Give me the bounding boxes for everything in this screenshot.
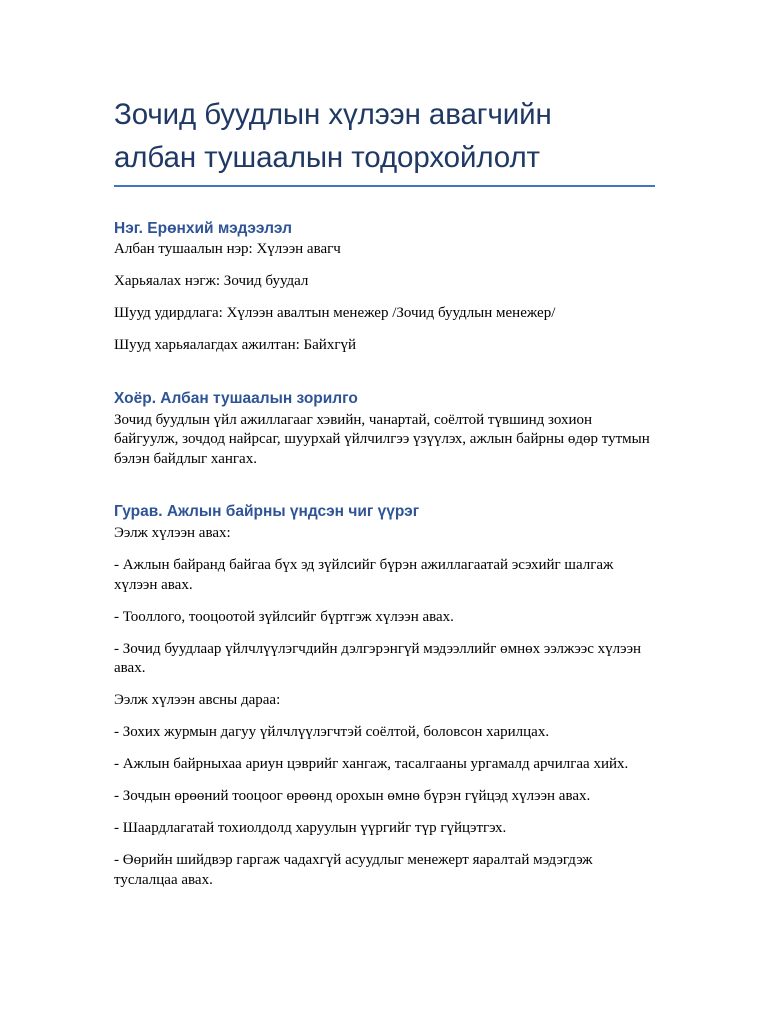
duty-item: - Өөрийн шийдвэр гаргаж чадахгүй асуудлыг менежерт яаралтай мэдэгдэж туслалцаа авах. xyxy=(114,852,593,888)
direct-subordinates: Шууд харьяалагдах ажилтан: Байхгүй xyxy=(114,337,356,353)
position-name: Албан тушаалын нэр: Хүлээн авагч xyxy=(114,241,341,257)
section-2-heading: Хоёр. Албан тушаалын зорилго xyxy=(114,389,358,407)
title-line-2: албан тушаалын тодорхойлолт xyxy=(114,141,540,174)
department: Харьяалах нэгж: Зочид буудал xyxy=(114,273,309,289)
position-purpose: Зочид буудлын үйл ажиллагааг хэвийн, чанартай, соёлтой түвшинд зохион байгуулж, зочдод найрсаг, шуурхай үйлчилгээ үзүүлэх, ажлын байрны өдөр тутмын бэлэн байдлыг хангах. xyxy=(114,411,650,467)
document-title xyxy=(114,90,655,179)
title-underline xyxy=(114,185,655,187)
duty-subheading-after-shift: Ээлж хүлээн авсны дараа: xyxy=(114,692,281,708)
duty-item: - Ажлын байранд байгаа бүх эд зүйлсийг бүрэн ажиллагаатай эсэхийг шалгаж хүлээн авах. xyxy=(114,557,614,593)
duty-item: - Зохих журмын дагуу үйлчлүүлэгчтэй соёлтой, боловсон харилцах. xyxy=(114,724,550,740)
duty-item: - Ажлын байрныхаа ариун цэврийг хангаж, тасалгааны ургамалд арчилгаа хийх. xyxy=(114,756,629,772)
section-3-heading: Гурав. Ажлын байрны үндсэн чиг үүрэг xyxy=(114,503,420,520)
document-page xyxy=(114,90,655,890)
section-1-heading: Нэг. Ерөнхий мэдээлэл xyxy=(114,220,292,237)
duty-item: - Зочдын өрөөний тооцоог өрөөнд орохын өмнө бүрэн гүйцэд хүлээн авах. xyxy=(114,788,591,804)
duty-item: - Зочид буудлаар үйлчлүүлэгчдийн дэлгэрэнгүй мэдээллийг өмнөх ээлжээс хүлээн авах. xyxy=(114,640,642,676)
duty-item: - Шаардлагатай тохиолдолд харуулын үүргийг түр гүйцэтгэх. xyxy=(114,820,507,836)
direct-supervisor: Шууд удирдлага: Хүлээн авалтын менежер /Зочид буудлын менежер/ xyxy=(114,305,556,321)
duty-item: - Тооллого, тооцоотой зүйлсийг бүртгэж хүлээн авах. xyxy=(114,608,454,625)
title-line-1: Зочид буудлын хүлээн авагчийн xyxy=(114,98,552,131)
duty-subheading-shift-start: Ээлж хүлээн авах: xyxy=(114,525,231,541)
